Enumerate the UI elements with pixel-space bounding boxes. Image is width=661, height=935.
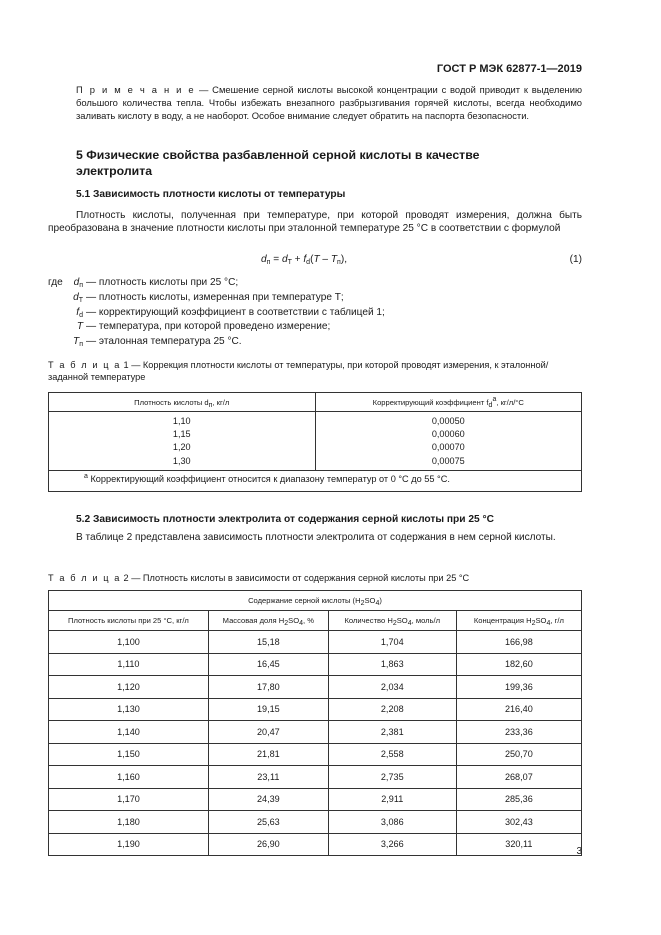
table-row [49,811,582,834]
table-row [49,676,582,699]
table-row [49,788,582,811]
formula-legend [48,276,385,350]
table-cell: 2,381 [328,721,456,744]
legend-text: — эталонная температура 25 °С. [86,336,242,348]
table-cell: 182,60 [456,653,581,676]
table-cell: 20,47 [208,721,328,744]
legend-row [48,320,385,335]
table-cell: 21,81 [208,743,328,766]
table-cell: 1,15 [172,429,191,440]
legend-row [48,335,385,350]
formula-1 [48,254,582,268]
table-cell: 250,70 [456,743,581,766]
table-cell: 1,170 [49,788,209,811]
section-5-2-heading: 5.2 Зависимость плотности электролита от содержания серной кислоты при 25 °С [76,514,494,525]
table-cell: 1,130 [49,698,209,721]
table-cell: 166,98 [456,631,581,654]
table-row [49,743,582,766]
table-cell: 2,735 [328,766,456,789]
table-row [49,721,582,744]
table-cell: 0,00050 [431,416,465,426]
table-cell: 1,110 [49,653,209,676]
table-cell: 0,00070 [431,442,465,453]
table-cell: 1,20 [172,442,191,453]
table-2-group-header: Содержание серной кислоты $(H_2SO_4)$ [49,591,582,611]
table-cell: 23,11 [208,766,328,789]
table-cell: 285,36 [456,788,581,811]
table-1 [48,392,582,492]
table-cell: 2,034 [328,676,456,699]
table-cell: 233,36 [456,721,581,744]
table-cell: 19,15 [208,698,328,721]
table-1-footnote: $^а$ Корректирующий коэффициент относится к диапазону температур от 0 °С до 55 °С. [49,470,582,491]
table-cell: 268,07 [456,766,581,789]
table-cell: 17,80 [208,676,328,699]
legend-where-label: где [48,277,63,288]
formula-number: (1) [569,254,582,265]
table-1-header-density: Плотность кислоты $d_п$, кг/л [49,393,316,412]
table-2-header-amount: Количество $H_2SO_4$, моль/л [328,611,456,631]
table-cell: 3,086 [328,811,456,834]
table-cell: 2,208 [328,698,456,721]
legend-row [48,276,385,291]
legend-row [48,306,385,321]
table-1-caption: Т а б л и ц а 1 — Коррекция плотности кислоты от температуры, при которой проводят измерения, к эталонной/заданной температуре [48,360,549,383]
note-paragraph [76,83,582,122]
legend-symbol: Т [76,321,83,333]
table-cell: 1,180 [49,811,209,834]
table-cell: 16,45 [208,653,328,676]
table-row [49,833,582,856]
table-cell: 2,558 [328,743,456,766]
table-1-header-coefficient: Корректирующий коэффициент $f_d^a$, кг/л/°С [315,393,582,412]
table-row [49,653,582,676]
section-5-1-paragraph: Плотность кислоты, полученная при температуре, при которой проводят измерения, должна быть преобразована в значение плотности кислоты при эталонной температуре 25 °С в соответствии с формулой [48,210,582,235]
table-cell: 1,150 [49,743,209,766]
legend-symbol: $d_Т$ [73,291,83,304]
note-text: — Смешение серной кислоты высокой концентрации с водой приводит к выделению большого количества тепла. Чтобы избежать внезапного разбрызгивания горячей кислоты, всегда необходимо заливать кислоту в воду, а не наоборот. Особое внимание следует обратить на паспорта безопасности. [76,84,582,121]
table-cell: 320,11 [456,833,581,856]
table-cell: 2,911 [328,788,456,811]
table-cell: 1,100 [49,631,209,654]
table-row [49,698,582,721]
table-2-caption: Т а б л и ц а 2 — Плотность кислоты в зависимости от содержания серной кислоты при 25 °С [48,573,470,583]
table-2-header-mass-fraction: Массовая доля $H_2SO_4$, % [208,611,328,631]
page-number: 3 [576,846,582,857]
table-cell: 0,00060 [431,429,465,440]
table-cell: 1,10 [172,416,191,426]
formula-expression: $d_п = d_Т + f_d(Т - Т_п)$, [261,254,347,266]
table-cell: 25,63 [208,811,328,834]
table-row [49,631,582,654]
table-cell: 3,266 [328,833,456,856]
table-2-header-concentration: Концентрация $H_2SO_4$, г/л [456,611,581,631]
table-cell: 15,18 [208,631,328,654]
table-cell: 1,30 [172,455,191,466]
note-label: П р и м е ч а н и е [76,84,196,95]
table-cell: 1,120 [49,676,209,699]
table-1-coefficient-column [315,412,582,471]
table-cell: 302,43 [456,811,581,834]
legend-symbol: $f_d$ [76,306,83,319]
table-cell: 1,140 [49,721,209,744]
legend-symbol: $Т_п$ [73,336,83,349]
table-cell: 1,190 [49,833,209,856]
section-5-1-heading: 5.1 Зависимость плотности кислоты от температуры [76,189,346,200]
table-cell: 1,160 [49,766,209,789]
section-5-heading: 5 Физические свойства разбавленной серной кислоты в качестве электролита [76,148,480,178]
legend-row [48,291,385,306]
table-cell: 199,36 [456,676,581,699]
legend-symbol: $d_п$ [73,277,83,289]
table-1-density-column [49,412,316,471]
legend-text: — корректирующий коэффициент в соответствии с таблицей 1; [86,306,385,318]
legend-text: — плотность кислоты при 25 °С; [86,277,239,288]
section-5-2-paragraph: В таблице 2 представлена зависимость плотности электролита от содержания в нем серной кислоты. [76,532,556,543]
table-cell: 0,00075 [431,455,465,466]
table-row [49,766,582,789]
table-cell: 24,39 [208,788,328,811]
table-cell: 216,40 [456,698,581,721]
table-cell: 1,863 [328,653,456,676]
legend-text: — температура, при которой проведено измерение; [86,321,331,333]
legend-text: — плотность кислоты, измеренная при температуре Т; [86,291,344,303]
table-2 [48,590,582,856]
document-id-header: ГОСТ Р МЭК 62877-1—2019 [436,63,582,75]
table-2-header-density: Плотность кислоты при 25 °С, кг/л [49,611,209,631]
table-cell: 26,90 [208,833,328,856]
table-cell: 1,704 [328,631,456,654]
